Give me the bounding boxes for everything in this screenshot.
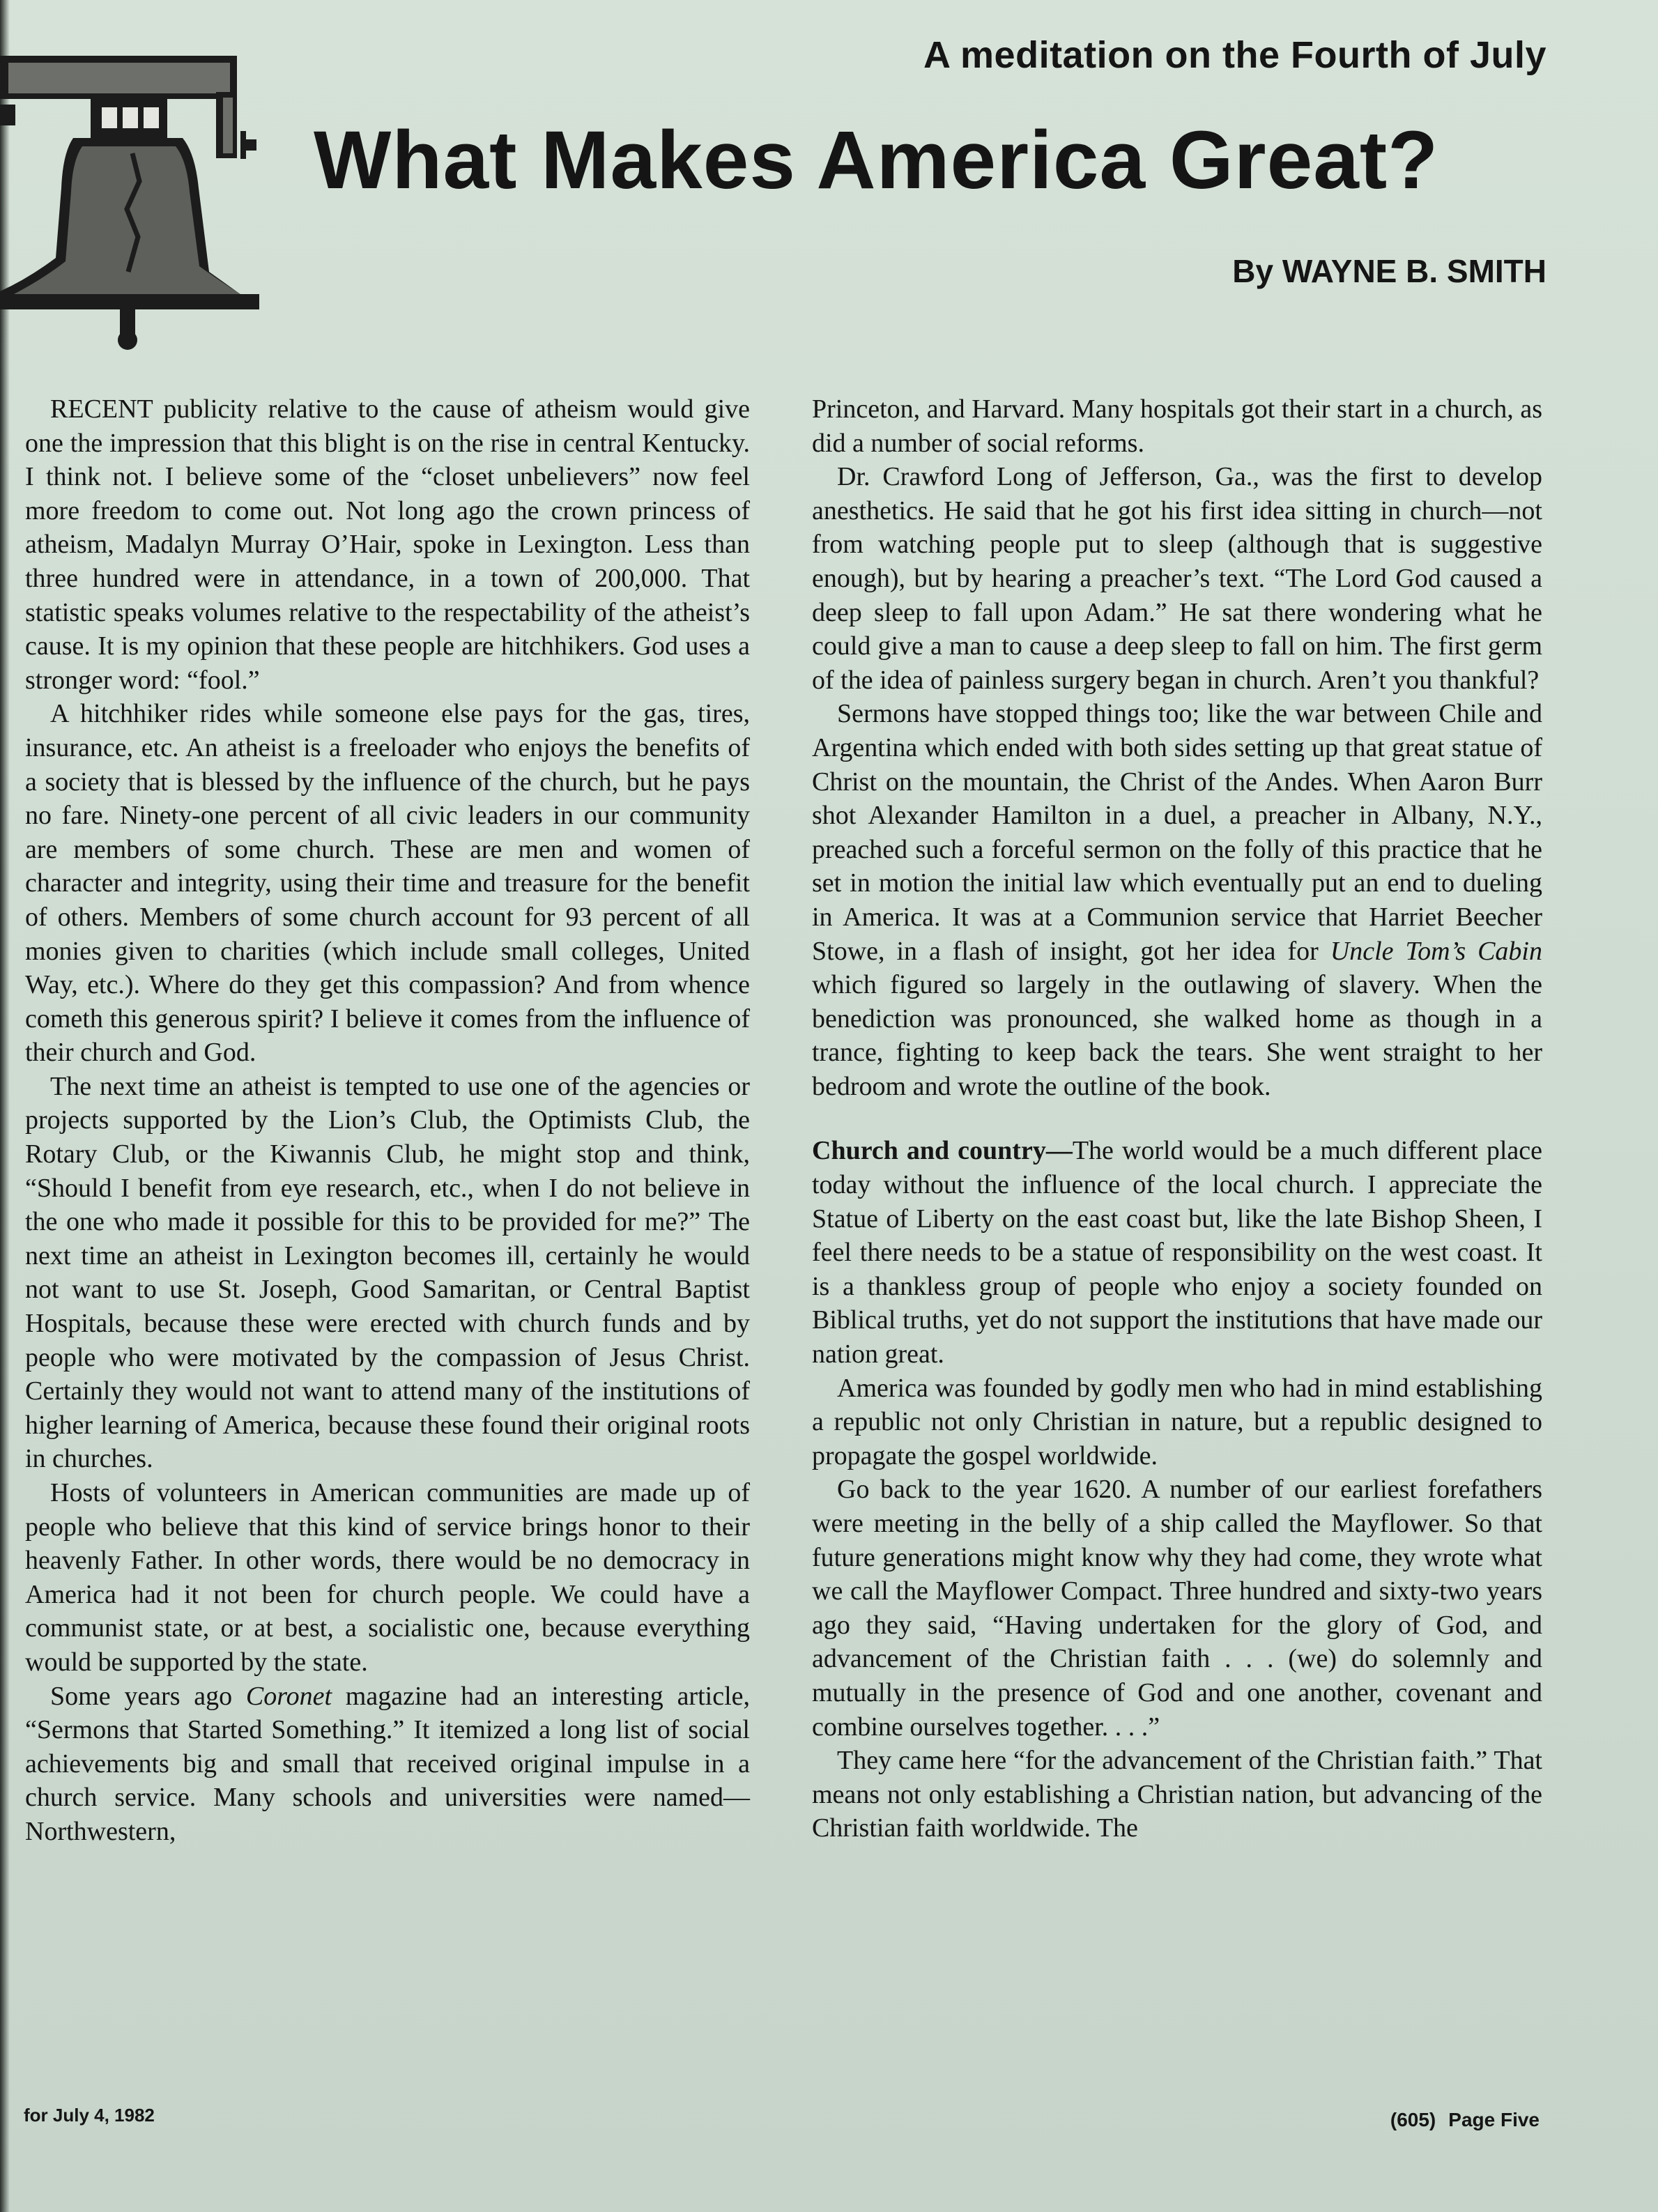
article-title: What Makes America Great? <box>314 114 1439 206</box>
issue-date: for July 4, 1982 <box>24 2105 155 2126</box>
paragraph: They came here “for the advancement of the Christian faith.” That means not only establishing a Christian nation, but advancing of the Christian faith worldwide. The <box>812 1746 1542 1843</box>
paragraph: Hosts of volunteers in American communities are made up of people who believe that this kind of service brings honor to their heavenly Father. In other words, there would be no democracy in America had it not been for church people. We could have a communist state, or at best, a socialistic one, because everything would be supported by the state. <box>25 1478 750 1677</box>
liberty-bell-icon <box>0 49 272 355</box>
paragraph: Go back to the year 1620. A number of our earliest forefathers were meeting in the belly of a ship called the Mayflower. So that future generations might know why they had come, they wrote what we call the Mayflower Compact. Three hundred and sixty-two years ago they said, “Having undertaken for the glory of God, and advancement of the Christian faith . . . (we) do solemnly and mutually in the presence of God and one another, covenant and combine ourselves together. . . .” <box>812 1475 1542 1742</box>
paragraph: RECENT publicity relative to the cause of atheism would give one the impression that this blight is on the rise in central Kentucky. I think not. I believe some of the “closet unbelievers” now feel more freedom to come out. Not long ago the crown princess of atheism, Madalyn Murray O’Hair, spoke in Lexington. Less than three hundred were in attendance, in a town of 200,000. That statistic speaks volumes relative to the respectability of the atheist’s cause. It is my opinion that these people are hitchhikers. God uses a stronger word: “fool.” <box>25 394 750 695</box>
paragraph: America was founded by godly men who had in mind establishing a republic not only Christian in nature, but a republic designed to propagate the gospel worldwide. <box>812 1373 1542 1470</box>
text-run: magazine had an interesting article, “Sermons that Started Something.” It itemized a long list of social achievements big and small that received original impulse in a church service. Many schools and universities were named—Northwestern, <box>25 1681 750 1846</box>
article-kicker: A meditation on the Fourth of July <box>923 34 1546 76</box>
paragraph <box>812 697 1542 1103</box>
text-run: which figured so largely in the outlawing of slavery. When the benediction was pronounced, she walked home as though in a trance, fighting to keep back the tears. She went straight to her bedroom and wrote the outline of the book. <box>812 970 1542 1101</box>
page-footer <box>1378 2109 1540 2131</box>
magazine-title: Coronet <box>245 1681 332 1711</box>
page-label: Page Five <box>1448 2109 1540 2130</box>
text-run: Sermons have stopped things too; like the war between Chile and Argentina which ended with both sides setting up that great statue of Christ on the mountain, the Christ of the Andes. When Aaron Burr shot Alexander Hamilton in a duel, a preacher in Albany, N.Y., preached such a forceful sermon on the folly of this practice that he set in motion the initial law which eventually put an end to dueling in America. It was at a Communion service that Harriet Beecher Stowe, in a flash of insight, got her idea for <box>812 699 1542 966</box>
paragraph: The next time an atheist is tempted to use one of the agencies or projects supported by the Lion’s Club, the Optimists Club, the Rotary Club, or the Kiwannis Club, he might stop and think, “Should I benefit from eye research, etc., when I do not believe in the one who made it possible for this to be provided for me?” The next time an atheist in Lexington becomes ill, certainly he would not want to use St. Joseph, Good Samaritan, or Central Baptist Hospitals, because these were erected with church funds and by people who were motivated by the compassion of Jesus Christ. Certainly they would not want to attend many of the institutions of higher learning of America, because these found their original roots in churches. <box>25 1071 750 1474</box>
page-number: (605) <box>1390 2109 1436 2130</box>
section-heading: Church and country— <box>812 1136 1073 1166</box>
section-paragraph <box>812 1134 1542 1371</box>
text-run: Some years ago <box>50 1681 246 1711</box>
paragraph-continued: Princeton, and Harvard. Many hospitals got their start in a church, as did a number of social reforms. <box>812 394 1542 458</box>
paragraph: Dr. Crawford Long of Jefferson, Ga., was the first to develop anesthetics. He said that he got his first idea sitting in church—not from watching people put to sleep (although that is suggestive enough), but by hearing a preacher’s text. “The Lord God caused a deep sleep to fall upon Adam.” He sat there wondering what he could give a man to cause a deep sleep to fall on him. The first germ of the idea of painless surgery began in church. Aren’t you thankful? <box>812 462 1542 695</box>
right-column <box>812 392 1542 1845</box>
text-run: The world would be a much different place today without the influence of the local church. I appreciate the Statue of Liberty on the east coast but, like the late Bishop Sheen, I feel there needs to be a statue of responsibility on the west coast. It is a thankless group of people who enjoy a society founded on Biblical truths, yet do not support the institutions that have made our nation great. <box>812 1136 1543 1369</box>
paragraph: A hitchhiker rides while someone else pays for the gas, tires, insurance, etc. An atheist is a freeloader who enjoys the benefits of a society that is blessed by the influence of the church, but he pays no fare. Ninety-one percent of all civic leaders in our community are members of some church. These are men and women of character and integrity, using their time and treasure for the benefit of others. Members of some church account for 93 percent of all monies given to charities (which include small colleges, United Way, etc.). Where do they get this compassion? And from whence cometh this generous spirit? I believe it comes from the influence of their church and God. <box>25 699 750 1068</box>
article-byline: By WAYNE B. SMITH <box>1232 253 1546 289</box>
book-title: Uncle Tom’s Cabin <box>1330 936 1542 966</box>
left-column <box>25 392 750 1849</box>
paragraph <box>25 1680 750 1849</box>
